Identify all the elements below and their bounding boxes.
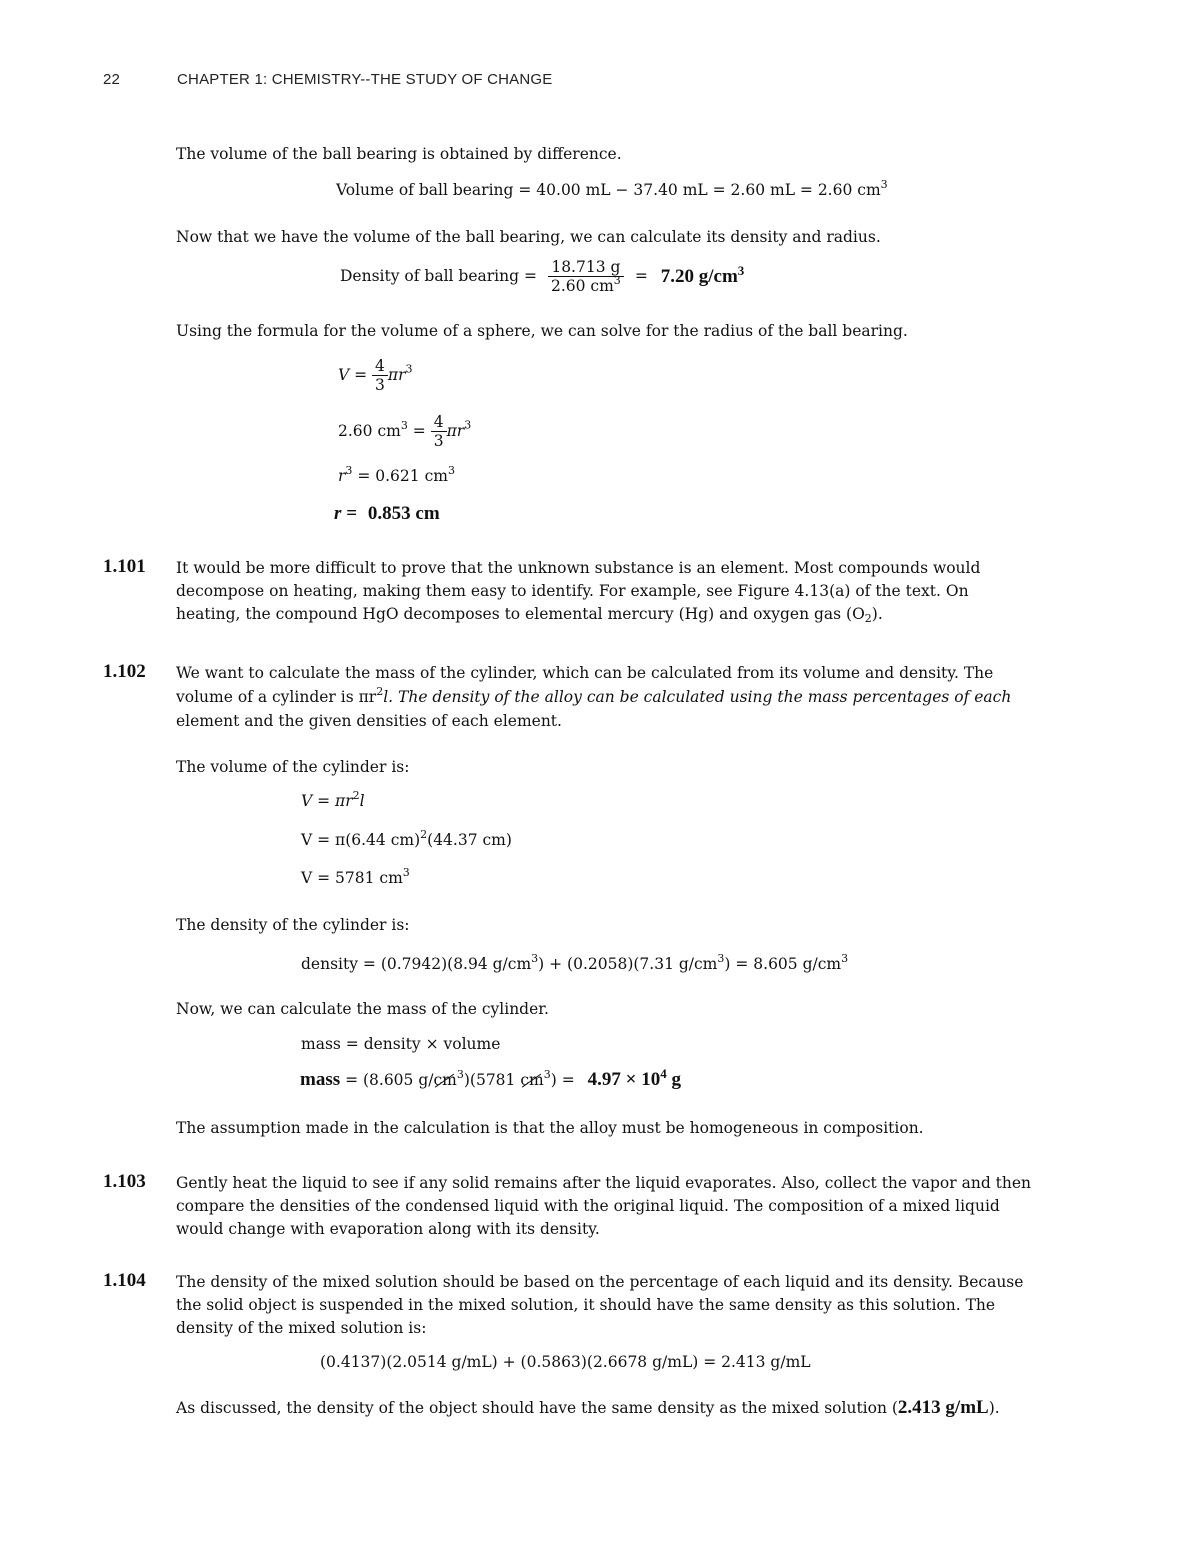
problem-text-line: element and the given densities of each element. — [176, 712, 562, 730]
paragraph: The volume of the cylinder is: — [176, 758, 410, 776]
equation-r-cubed: $r^3 = 0.621$ $cm^3$ — [338, 464, 455, 485]
problem-number: 1.103 — [103, 1171, 146, 1192]
problem-text-line: volume of a cylinder is $\pi r^2l$. The density of the alloy can be calculated using the mass percentages of each — [176, 685, 1012, 706]
problem-number: 1.101 — [103, 556, 146, 577]
equation-cylinder-volume: $V = \pi r^2l$ — [301, 789, 365, 810]
equation-mass-formula: mass = density × volume — [301, 1035, 501, 1053]
problem-number: 1.104 — [103, 1270, 146, 1291]
chapter-title: CHAPTER 1: CHEMISTRY--THE STUDY OF CHANGE — [177, 71, 553, 88]
density-result: 7.20 g/cm — [660, 265, 738, 287]
equation-cylinder-density: density = (0.7942)(8.94 $g/cm^3) + (0.2058)(7.31$ $g/cm^3) = 8.605$ $g/cm^3$ — [301, 952, 849, 973]
equation-density: Density of ball bearing = $\frac{18.713 g}{2.60 cm^3}$ = 7.20 $g/cm^3$ — [340, 258, 745, 295]
paragraph: Now, we can calculate the mass of the cylinder. — [176, 1000, 549, 1018]
equation-radius: r = 0.853 cm — [334, 503, 440, 524]
paragraph: The density of the cylinder is: — [176, 916, 410, 934]
problem-answer: The density of the mixed solution should be based on the percentage of each liquid and its density. Because the solid object is suspended in the mixed solution, it should have the same density as this solution. The density of the mixed solution is: — [176, 1273, 1024, 1337]
equation-cylinder-result: V = 5781 $cm^3$ — [301, 866, 410, 887]
paragraph: Now that we have the volume of the ball bearing, we can calculate its density and radius. — [176, 228, 881, 246]
paragraph: The volume of the ball bearing is obtained by difference. — [176, 145, 622, 163]
problem-text-line: We want to calculate the mass of the cylinder, which can be calculated from its volume and density. The — [176, 664, 994, 682]
problem-answer: Gently heat the liquid to see if any solid remains after the liquid evaporates. Also, collect the vapor and then compare the densities of the condensed liquid with the original liquid. The composition of a mixed liquid would change with evaporation along with its density. — [176, 1174, 1032, 1238]
problem-answer: It would be more difficult to prove that the unknown substance is an element. Most compounds would decompose on heating, making them easy to identify. For example, see Figure 4.13(a) of the text. On heating, the compound HgO decomposes to elemental mercury (Hg) and oxygen gas $(O_2)$. — [176, 559, 981, 625]
paragraph: The assumption made in the calculation is that the alloy must be homogeneous in composition. — [176, 1119, 924, 1137]
equation-mixed-density: (0.4137)(2.0514 g/mL) + (0.5863)(2.6678 g/mL) = 2.413 g/mL — [320, 1353, 811, 1371]
equation-sphere-substituted: 2.60 $cm^3$ = $\frac{4}{3}$ $\pi r^3$ — [338, 413, 472, 450]
conclusion: As discussed, the density of the object should have the same density as the mixed solution (2.413 g/mL). — [176, 1397, 1000, 1418]
equation-mass-result: mass = (8.605 $g/cm^3)(5781$ $cm^3) = 4.97 \times 10^4$ g — [300, 1066, 681, 1090]
equation-sphere-volume: V = $\frac{4}{3}$ $\pi r^3$ — [338, 357, 413, 394]
problem-number: 1.102 — [103, 661, 146, 682]
paragraph: Using the formula for the volume of a sphere, we can solve for the radius of the ball bearing. — [176, 322, 908, 340]
equation-volume: Volume of ball bearing = 40.00 mL − 37.40 mL = 2.60 mL = 2.60 $cm^3$ — [336, 178, 888, 199]
equation-cylinder-substituted: V = π(6.44 cm)$^2$(44.37 cm) — [301, 828, 512, 849]
page-number: 22 — [103, 71, 121, 88]
